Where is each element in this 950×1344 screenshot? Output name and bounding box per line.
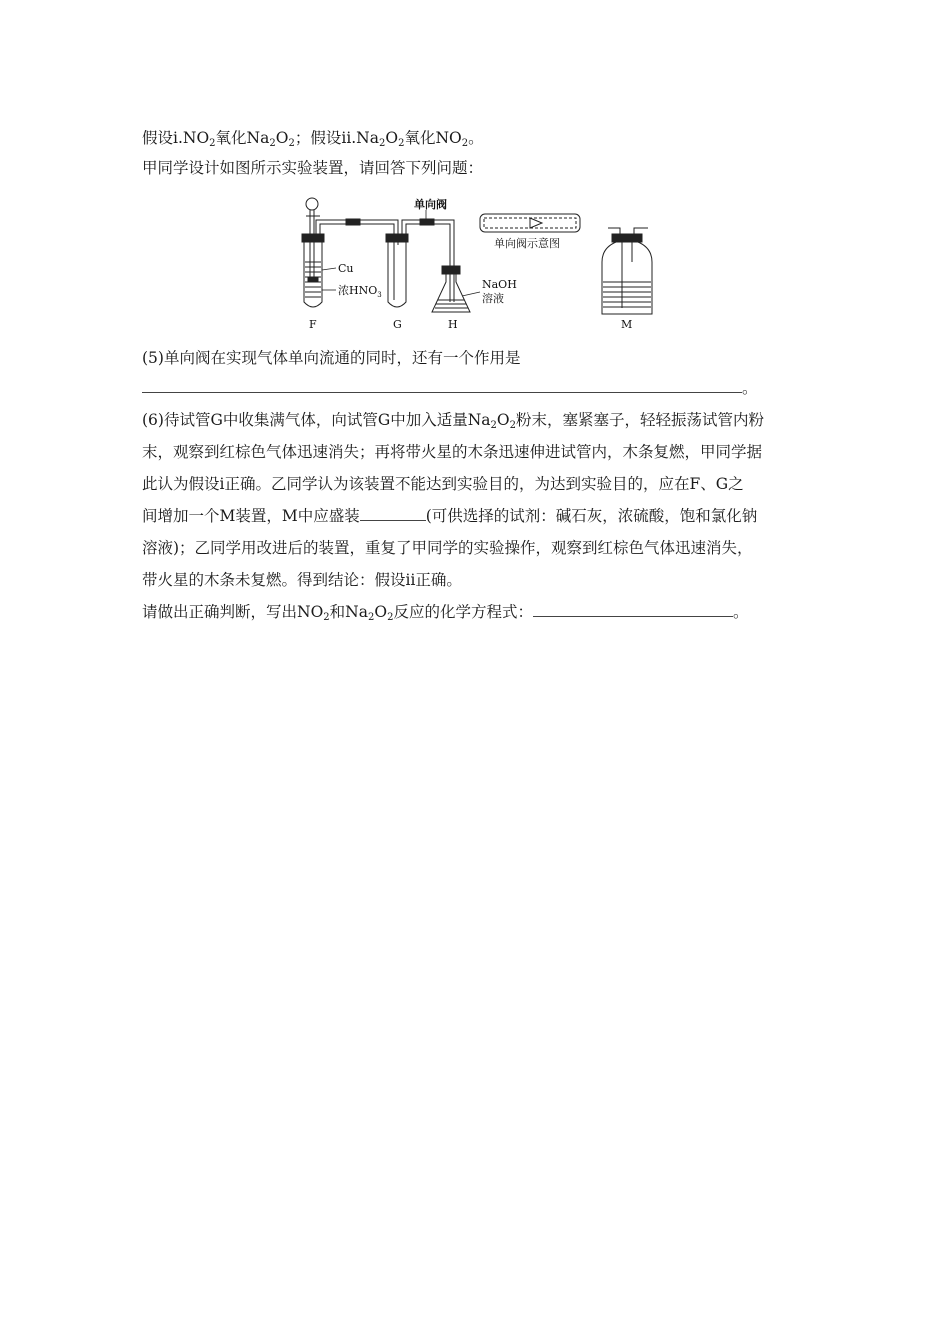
- sub: 2: [509, 420, 516, 431]
- q6-text-5: (可供选择的试剂：碱石灰，浓硫酸，饱和氯化钠: [425, 507, 758, 525]
- stopper-h: [442, 266, 460, 274]
- stopper-f: [302, 234, 324, 242]
- q6-line-3: 此认为假设ⅰ正确。乙同学认为该装置不能达到实验目的，为达到实验目的，应在F、G之: [142, 475, 744, 493]
- valve-1: [346, 219, 360, 225]
- q5-answer-line: [142, 378, 758, 398]
- q6-line-6: 带火星的木条未复燃。得到结论：假设ⅱ正确。: [142, 571, 462, 589]
- sub: 2: [398, 138, 405, 149]
- q6-text-3: 粉末，塞紧塞子，轻轻振荡试管内粉: [516, 411, 765, 429]
- final-line: [142, 602, 748, 628]
- label-m: M: [621, 318, 633, 331]
- label-valve-diagram: 单向阀示意图: [494, 237, 560, 250]
- q6-line-5: 溶液)；乙同学用改进后的装置，重复了甲同学的实验操作，观察到红棕色气体迅速消失，: [142, 539, 753, 557]
- final-text-1: 请做出正确判断，写出NO: [142, 603, 324, 621]
- q6-text-4: 间增加一个M装置，M中应盛装: [142, 507, 360, 525]
- hyp-text-5: O: [385, 129, 399, 147]
- q6-line-2: 末，观察到红棕色气体迅速消失；再将带火星的木条迅速伸进试管内，木条复燃，甲同学据: [142, 443, 763, 461]
- label-cu: Cu: [338, 262, 354, 275]
- answer-blank-equation[interactable]: [533, 602, 733, 617]
- tube-g: [388, 242, 406, 307]
- q6-line-1: [142, 410, 764, 436]
- intro-line: 甲同学设计如图所示实验装置，请回答下列问题：: [142, 159, 484, 177]
- sub: 2: [490, 420, 497, 431]
- hno3-sub: 3: [377, 291, 382, 299]
- hyp-text-6: 氧化NO: [404, 129, 462, 147]
- label-f: F: [309, 318, 317, 331]
- q5-line: (5)单向阀在实现气体单向流通的同时，还有一个作用是: [142, 349, 521, 367]
- sub: 2: [323, 612, 330, 623]
- stopper-m: [612, 234, 642, 242]
- label-g: G: [393, 318, 402, 331]
- hyp-text-7: 。: [468, 129, 484, 147]
- answer-blank-6[interactable]: [360, 506, 426, 521]
- q6-line-4: [142, 506, 757, 526]
- hyp-text-3: O: [275, 129, 289, 147]
- final-text-3: O: [374, 603, 388, 621]
- final-text-2: 和Na: [329, 603, 368, 621]
- hyp-text-2: 氧化Na: [215, 129, 270, 147]
- apparatus-figure: [290, 190, 670, 335]
- flask-h: [432, 274, 470, 312]
- hypothesis-line: [142, 128, 484, 154]
- label-naoh: NaOH: [482, 278, 517, 291]
- sub: 2: [209, 138, 216, 149]
- label-hno3: [338, 283, 382, 299]
- label-h: H: [448, 318, 458, 331]
- label-valve: 单向阀: [414, 198, 447, 211]
- sub: 2: [288, 138, 295, 149]
- sub: 2: [367, 612, 375, 623]
- funnel-bulb: [306, 198, 318, 210]
- hyp-text-1: 假设ⅰ.NO: [142, 129, 210, 147]
- hyp-text-4: ；假设ⅱ.Na: [294, 129, 379, 147]
- stopper-g: [386, 234, 408, 242]
- q5-end: 。: [742, 379, 758, 397]
- final-text-4: 反应的化学方程式：: [393, 603, 533, 621]
- sub: 2: [387, 612, 394, 623]
- q6-text-2: O: [496, 411, 510, 429]
- valve-2: [420, 219, 434, 225]
- q6-text-1: (6)待试管G中收集满气体，向试管G中加入适量Na: [142, 411, 491, 429]
- answer-blank-5[interactable]: [142, 378, 742, 393]
- hno3-text: 浓HNO: [338, 284, 378, 297]
- label-solution: 溶液: [482, 292, 504, 305]
- final-end: 。: [732, 603, 749, 621]
- sub: 2: [269, 138, 276, 149]
- bottle-m: [602, 242, 652, 314]
- sub: 2: [461, 138, 469, 149]
- sub: 2: [378, 138, 386, 149]
